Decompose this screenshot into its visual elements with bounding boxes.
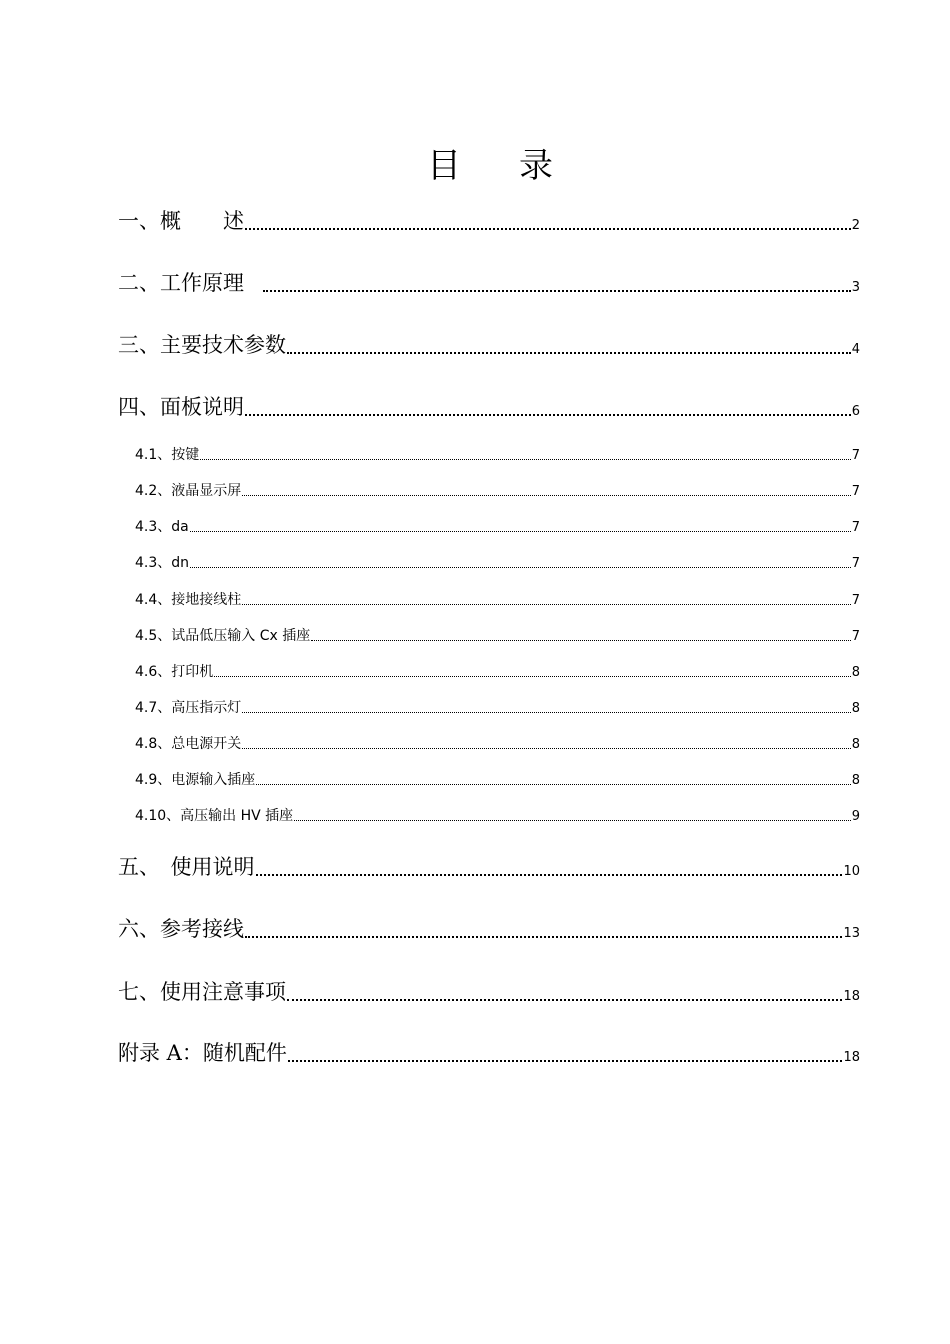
toc-entry-hv-indicator[interactable] [135,696,860,718]
toc-entry-label: 4.10、高压输出 HV 插座 [135,808,294,824]
dot-leader [200,458,850,460]
toc-entry-page-number: 2 [851,218,860,233]
dot-leader [287,351,851,354]
toc-entry-label: 一、概 述 [118,209,244,233]
toc-entry-page-number: 7 [851,629,860,644]
toc-entry-label: 七、使用注意事项 [118,980,286,1004]
dot-leader [245,413,851,416]
toc-entry-label: 4.1、按键 [135,447,200,463]
toc-entry-page-number: 13 [843,926,860,941]
toc-entry-appendix-a-accessories[interactable] [118,1037,860,1067]
toc-entry-page-number: 3 [851,280,860,295]
toc-title-char-1: 目 [427,146,461,186]
toc-entry-page-number: 8 [851,701,860,716]
dot-leader [245,227,851,230]
toc-entry-precautions[interactable] [118,976,860,1006]
dot-leader [242,603,850,605]
dot-leader [294,819,851,821]
toc-entry-page-number: 7 [851,484,860,499]
dot-leader [242,747,850,749]
dot-leader [287,998,842,1001]
dot-leader [242,711,850,713]
dot-leader [190,566,851,568]
toc-entry-technical-parameters[interactable] [118,329,860,359]
toc-entry-main-power-switch[interactable] [135,732,860,754]
toc-entry-dn[interactable] [135,551,860,573]
toc-entry-cx-input-socket[interactable] [135,624,860,646]
toc-entry-label: 三、主要技术参数 [118,333,286,357]
toc-entry-page-number: 7 [851,556,860,571]
dot-leader [256,873,843,876]
toc-entry-usage-instructions[interactable] [118,851,860,881]
dot-leader [311,639,850,641]
toc-entry-label: 4.3、dn [135,555,190,571]
toc-entry-overview[interactable] [118,205,860,235]
dot-leader [245,935,842,938]
toc-entry-page-number: 8 [851,665,860,680]
toc-entry-label: 4.4、接地接线柱 [135,592,242,608]
toc-entry-reference-wiring[interactable] [118,913,860,943]
dot-leader [190,530,851,532]
toc-entry-page-number: 7 [851,448,860,463]
toc-entry-label: 附录 A：随机配件 [118,1041,287,1065]
toc-entry-label: 4.2、液晶显示屏 [135,483,242,499]
toc-entry-page-number: 10 [843,864,860,879]
toc-entry-hv-output-socket[interactable] [135,804,860,826]
toc-entry-label: 4.3、da [135,519,189,535]
dot-leader [242,494,850,496]
dot-leader [288,1059,843,1062]
toc-entry-page-number: 9 [851,809,860,824]
toc-entry-page-number: 18 [843,1050,860,1065]
toc-title-char-2: 录 [519,146,553,186]
dot-leader [263,289,851,292]
toc-entry-page-number: 4 [851,342,860,357]
toc-entry-keys[interactable] [135,443,860,465]
toc-entry-ground-terminal[interactable] [135,588,860,610]
toc-entry-page-number: 8 [851,773,860,788]
toc-entry-panel-description[interactable] [118,391,860,421]
dot-leader [214,675,850,677]
toc-entry-printer[interactable] [135,660,860,682]
toc-entry-label: 4.9、电源输入插座 [135,772,256,788]
toc-entry-label: 二、工作原理 [118,271,251,295]
toc-entry-power-input-socket[interactable] [135,768,860,790]
dot-leader [256,783,850,785]
toc-entry-label: 4.5、试品低压输入 Cx 插座 [135,628,311,644]
toc-entry-page-number: 6 [851,404,860,419]
toc-entry-label: 4.8、总电源开关 [135,736,242,752]
toc-entry-label: 四、面板说明 [118,395,244,419]
toc-entry-label: 五、 使用说明 [118,855,255,879]
toc-entry-page-number: 18 [843,989,860,1004]
toc-entry-page-number: 8 [851,737,860,752]
toc-entry-page-number: 7 [851,520,860,535]
toc-entry-label: 4.6、打印机 [135,664,214,680]
toc-entry-da[interactable] [135,515,860,537]
toc-entry-label: 4.7、高压指示灯 [135,700,242,716]
toc-entry-lcd-display[interactable] [135,479,860,501]
toc-entry-working-principle[interactable] [118,267,860,297]
toc-entry-page-number: 7 [851,593,860,608]
toc-entry-label: 六、参考接线 [118,917,244,941]
